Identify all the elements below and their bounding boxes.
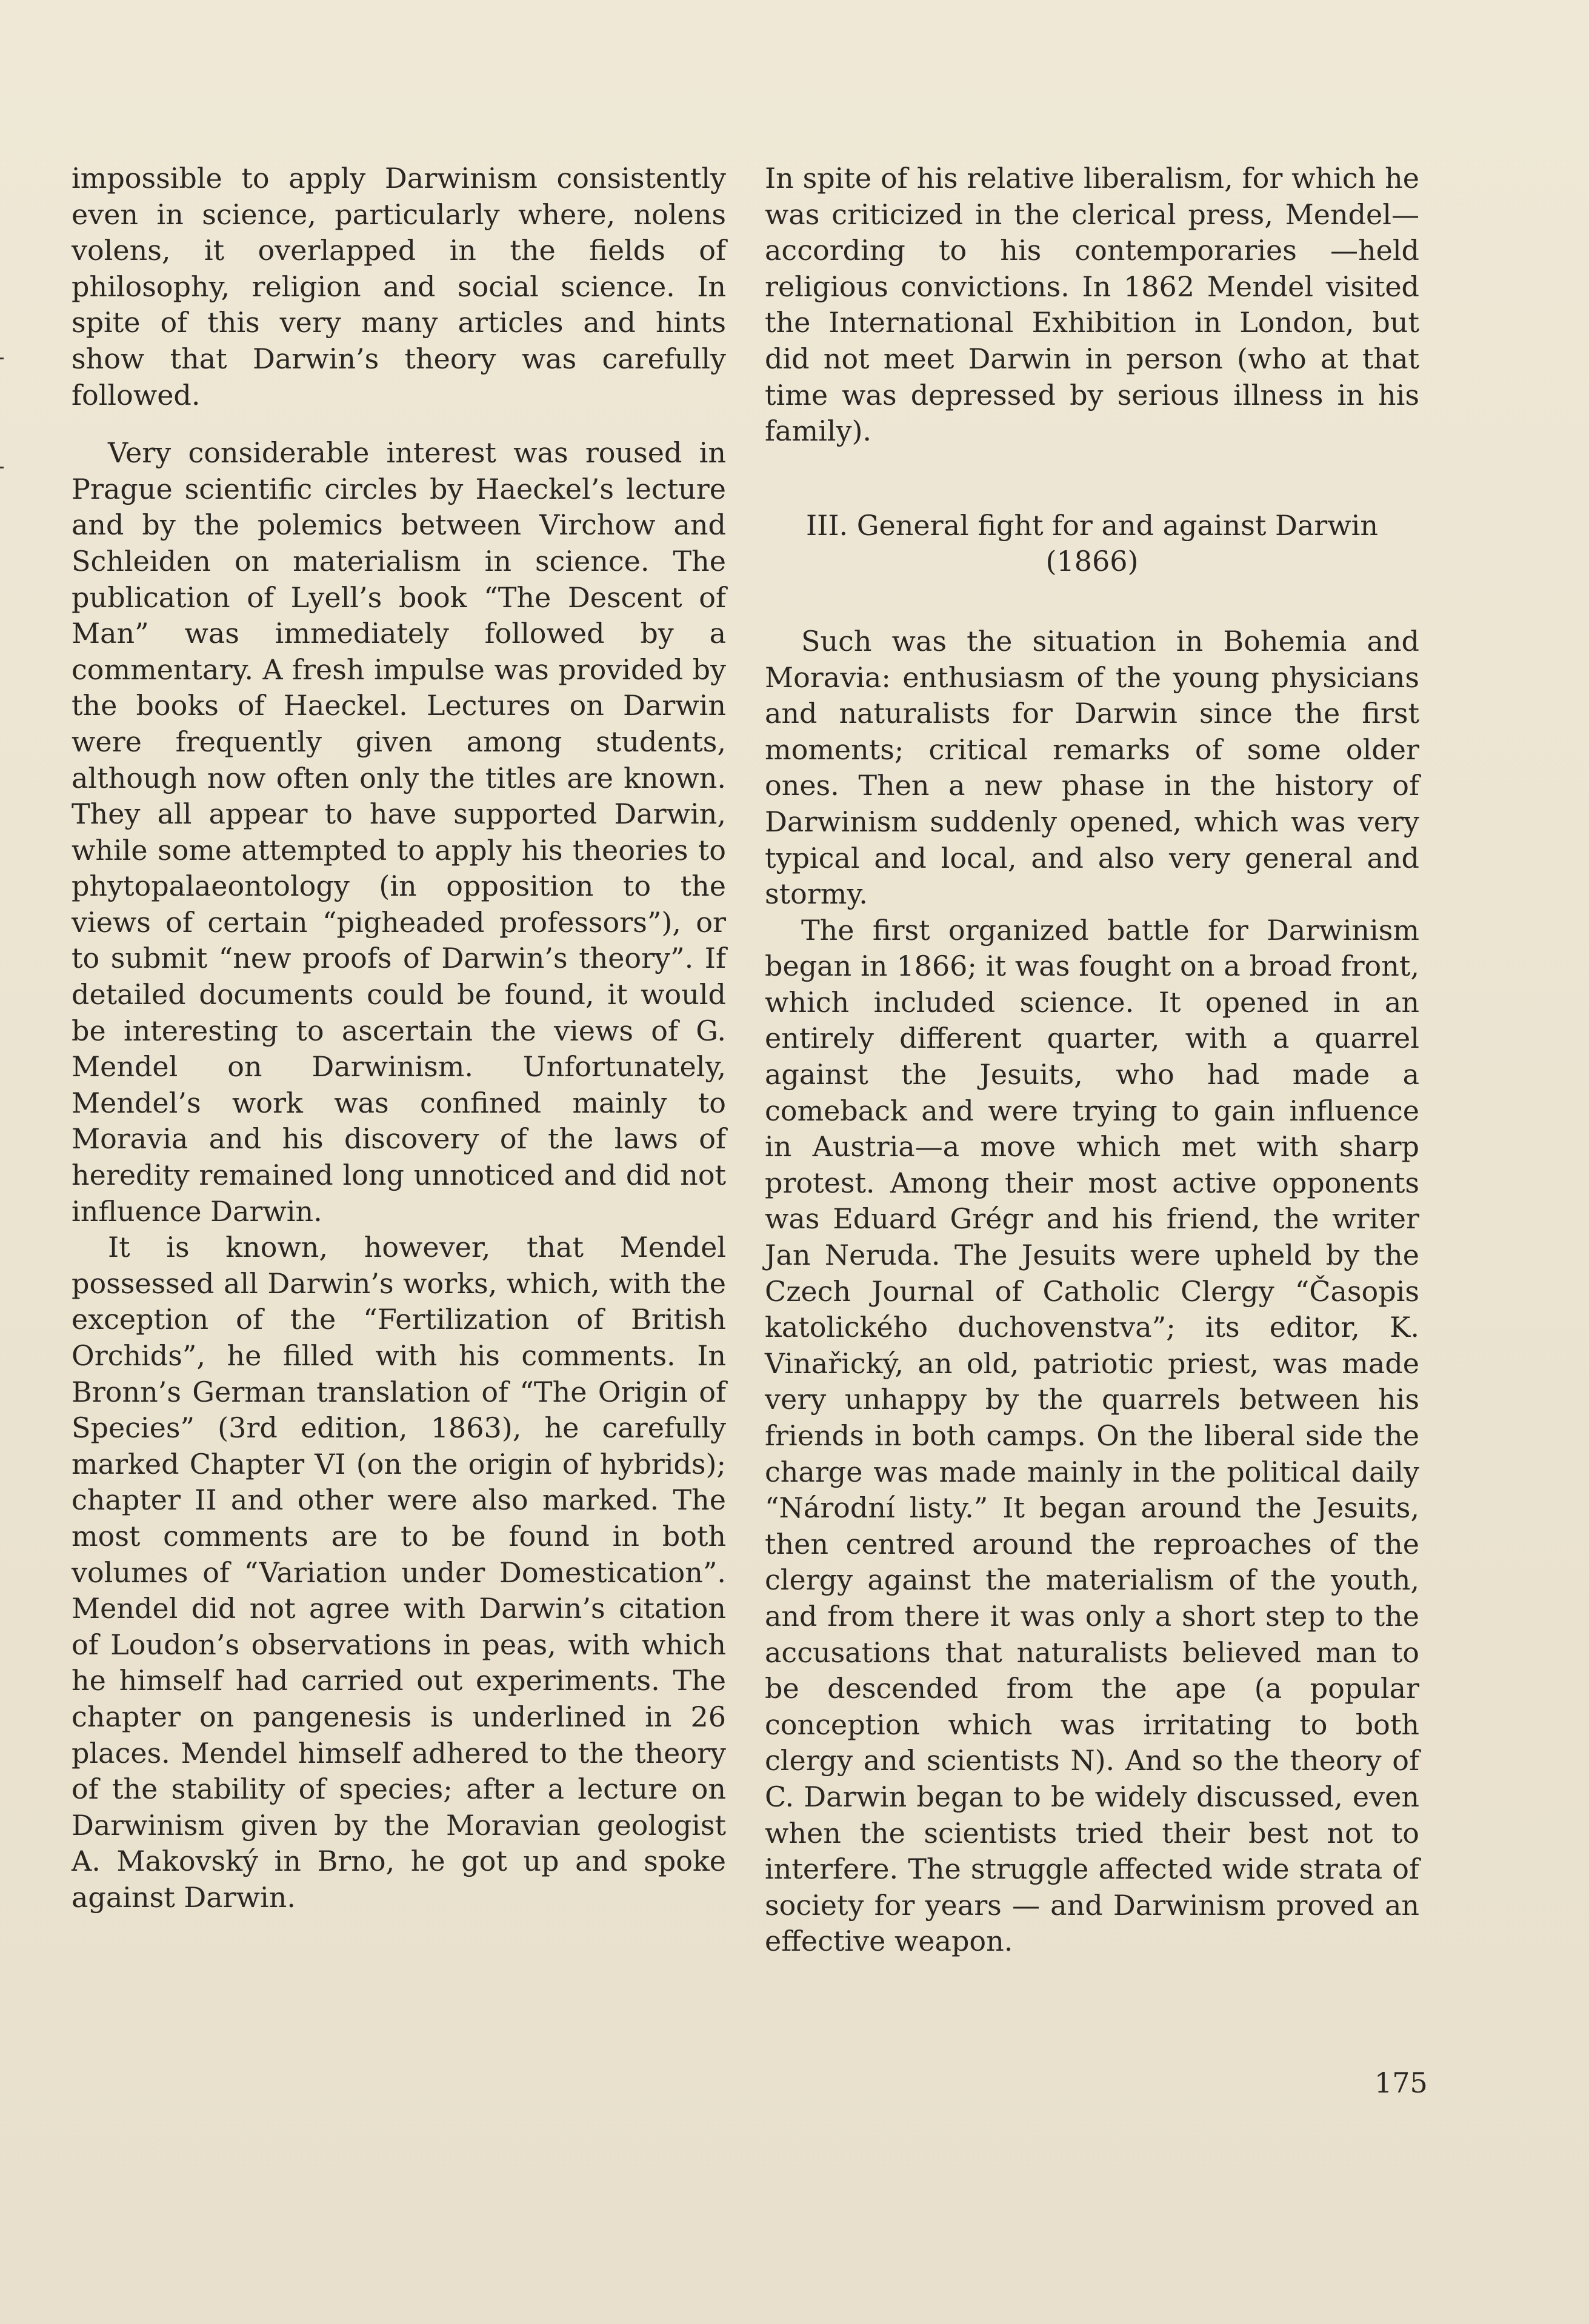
margin-mark: [0, 358, 4, 359]
body-paragraph: impossible to apply Darwinism consistently even in science, particularly where, nolens volens, it overlapped in the fields of philosophy, religion and social science. In spite of this very many articles and hints show that Darwin’s theory was carefully followed.: [72, 162, 726, 411]
section-heading-title: III. General fight for and against Darwin: [806, 508, 1378, 542]
section-heading: [765, 508, 1419, 580]
body-paragraph: Very considerable interest was roused in Prague scientific circles by Haeckel’s lecture and by the polemics between Virchow and Schleiden on materialism in science. The publication of Lyell’s book “The Descent of Man” was immediately followed by a commentary. A fresh impulse was provided by the books of Haeckel. Lectures on Darwin were frequently given among students, although now often only the titles are known. They all appear to have supported Darwin, while some attempted to apply his theories to phytopalaeontology (in opposition to the views of certain “pigheaded professors”), or to submit “new proofs of Darwin’s theory”. If detailed documents could be found, it would be interesting to ascertain the views of G. Mendel on Darwinism. Unfortunately, Mendel’s work was confined mainly to Moravia and his discovery of the laws of heredity remained long unnoticed and did not influence Darwin.: [72, 436, 726, 1228]
body-paragraph: Such was the situation in Bohemia and Moravia: enthusiasm of the young physicians and naturalists for Darwin since the first moments; critical remarks of some older ones. Then a new phase in the history of Darwinism suddenly opened, which was very typical and local, and also very general and stormy.: [765, 624, 1419, 911]
right-text-column: [765, 161, 1419, 1960]
page-number: 175: [1374, 2066, 1428, 2099]
body-paragraph: In spite of his relative liberalism, for which he was criticized in the clerical press, Mendel—according to his contemporaries —held religious convictions. In 1862 Mendel visited the International Exhibition in London, but did not meet Darwin in person (who at that time was depressed by serious illness in his family).: [765, 162, 1419, 448]
section-heading-year: (1866): [1045, 545, 1139, 578]
body-paragraph: The first organized battle for Darwinism began in 1866; it was fought on a broad front, which included science. It opened in an entirely different quarter, with a quarrel against the Jesuits, who had made a comeback and were trying to gain influence in Austria—a move which met with sharp protest. Among their most active opponents was Eduard Grégr and his friend, the writer Jan Neruda. The Jesuits were upheld by the Czech Journal of Catholic Clergy “Časopis katolického duchovenstva”; its editor, K. Vinařický, an old, patriotic priest, was made very unhappy by the quarrels between his friends in both camps. On the liberal side the charge was made mainly in the political daily “Národní listy.” It began around the Jesuits, then centred around the reproaches of the clergy against the materialism of the youth, and from there it was only a short step to the accusations that naturalists believed man to be descended from the ape (a popular conception which was irritating to both clergy and scientists N). And so the theory of C. Darwin began to be widely discussed, even when the scientists tried their best not to interfere. The struggle affected wide strata of society for years — and Darwinism proved an effective weapon.: [765, 913, 1419, 1958]
left-text-column: [72, 161, 726, 1916]
margin-mark: [0, 467, 4, 468]
body-paragraph: It is known, however, that Mendel possessed all Darwin’s works, which, with the exception of the “Fertilization of British Orchids”, he filled with his comments. In Bronn’s German translation of “The Origin of Species” (3rd edition, 1863), he carefully marked Chapter VI (on the origin of hybrids); chapter II and other were also marked. The most comments are to be found in both volumes of “Variation under Domestication”. Mendel did not agree with Darwin’s citation of Loudon’s observations in peas, with which he himself had carried out experiments. The chapter on pangenesis is underlined in 26 places. Mendel himself adhered to the theory of the stability of species; after a lecture on Darwinism given by the Moravian geologist A. Makovský in Brno, he got up and spoke against Darwin.: [72, 1231, 726, 1914]
